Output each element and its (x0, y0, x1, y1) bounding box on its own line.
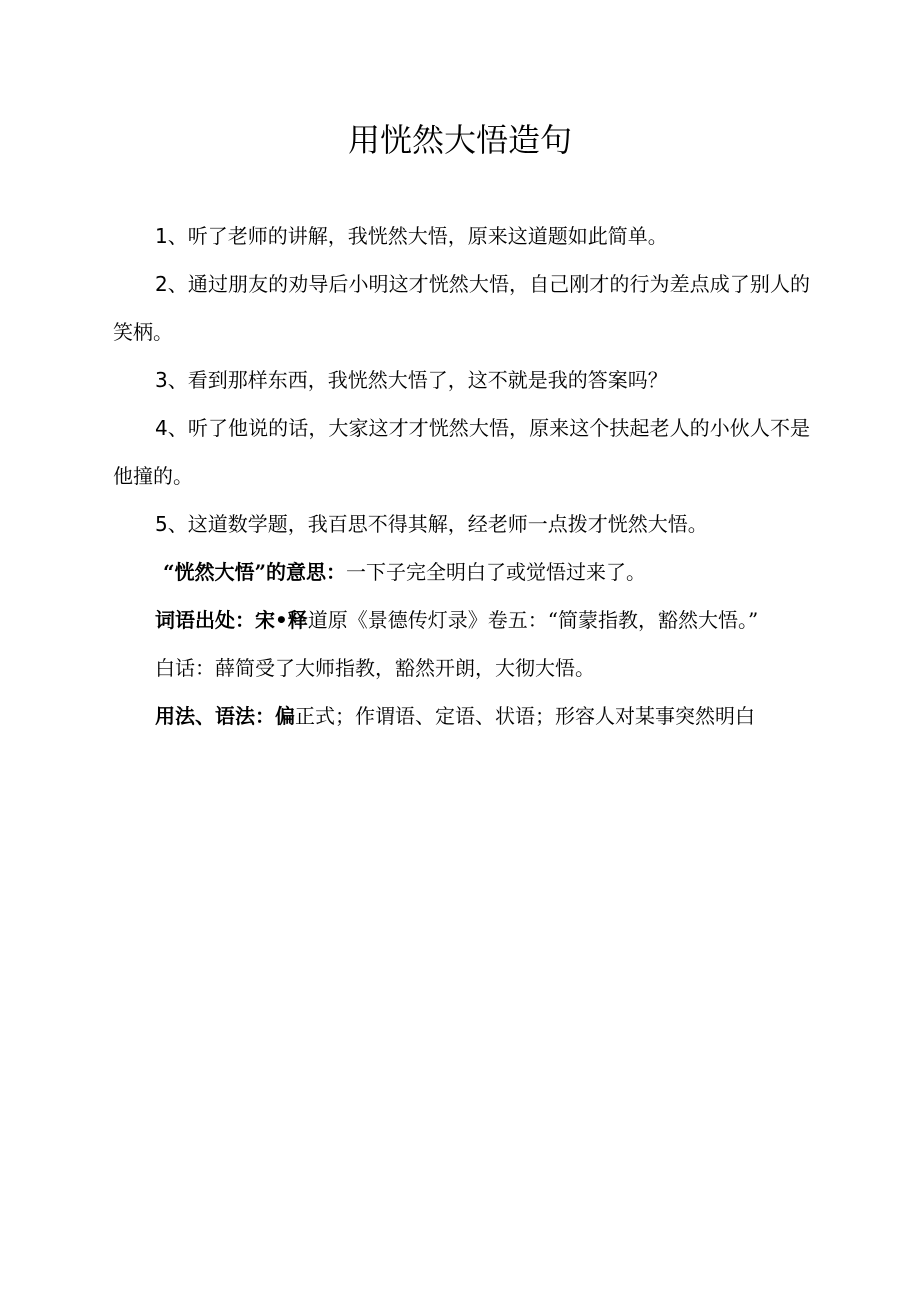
sentence-5 (113, 500, 810, 548)
sentence-2 (113, 260, 810, 356)
vernacular-text: 白话：薛简受了大师指教，豁然开朗，大彻大悟。 (155, 656, 595, 680)
sentence-3 (113, 356, 810, 404)
usage-text: 正式；作谓语、定语、状语；形容人对某事突然明白 (295, 704, 755, 728)
sentence-separator: 、 (167, 368, 188, 392)
sentence-separator: 、 (167, 272, 188, 296)
sentence-text: 通过朋友的劝导后小明这才恍然大悟，自己刚才的行为差点成了别人的笑柄。 (113, 272, 811, 344)
usage-label: 用法、语法： (155, 704, 275, 728)
source-text: 道原《景德传灯录》卷五：“简蒙指教，豁然大悟。” (307, 608, 759, 632)
sentence-number: 5 (155, 512, 168, 536)
meaning-label: “恍然大悟”的意思： (163, 560, 347, 584)
page-title: 用恍然大悟造句 (347, 121, 572, 159)
sentence-separator: 、 (167, 224, 188, 248)
source-label: 词语出处： (155, 608, 255, 632)
sentence-number: 4 (155, 416, 168, 440)
sentence-number: 1 (155, 224, 168, 248)
document-body (113, 212, 810, 740)
sentence-separator: 、 (167, 512, 188, 536)
sentence-text: 这道数学题，我百思不得其解，经老师一点拨才恍然大悟。 (187, 512, 708, 536)
sentence-text: 听了他说的话，大家这才才恍然大悟，原来这个扶起老人的小伙人不是他撞的。 (113, 416, 811, 488)
sentence-number: 3 (155, 368, 168, 392)
vernacular-paragraph (113, 644, 810, 692)
usage-type: 偏 (275, 704, 295, 728)
usage-paragraph (113, 692, 810, 740)
sentence-text: 看到那样东西，我恍然大悟了，这不就是我的答案吗？ (187, 368, 668, 392)
sentence-text: 听了老师的讲解，我恍然大悟，原来这道题如此简单。 (187, 224, 668, 248)
sentence-number: 2 (155, 272, 168, 296)
sentence-1 (113, 212, 810, 260)
sentence-4 (113, 404, 810, 500)
meaning-paragraph (113, 548, 810, 596)
source-paragraph (113, 596, 810, 644)
sentence-separator: 、 (167, 416, 188, 440)
meaning-text: 一下子完全明白了或觉悟过来了。 (346, 560, 647, 584)
source-author: 宋•释 (255, 608, 308, 632)
